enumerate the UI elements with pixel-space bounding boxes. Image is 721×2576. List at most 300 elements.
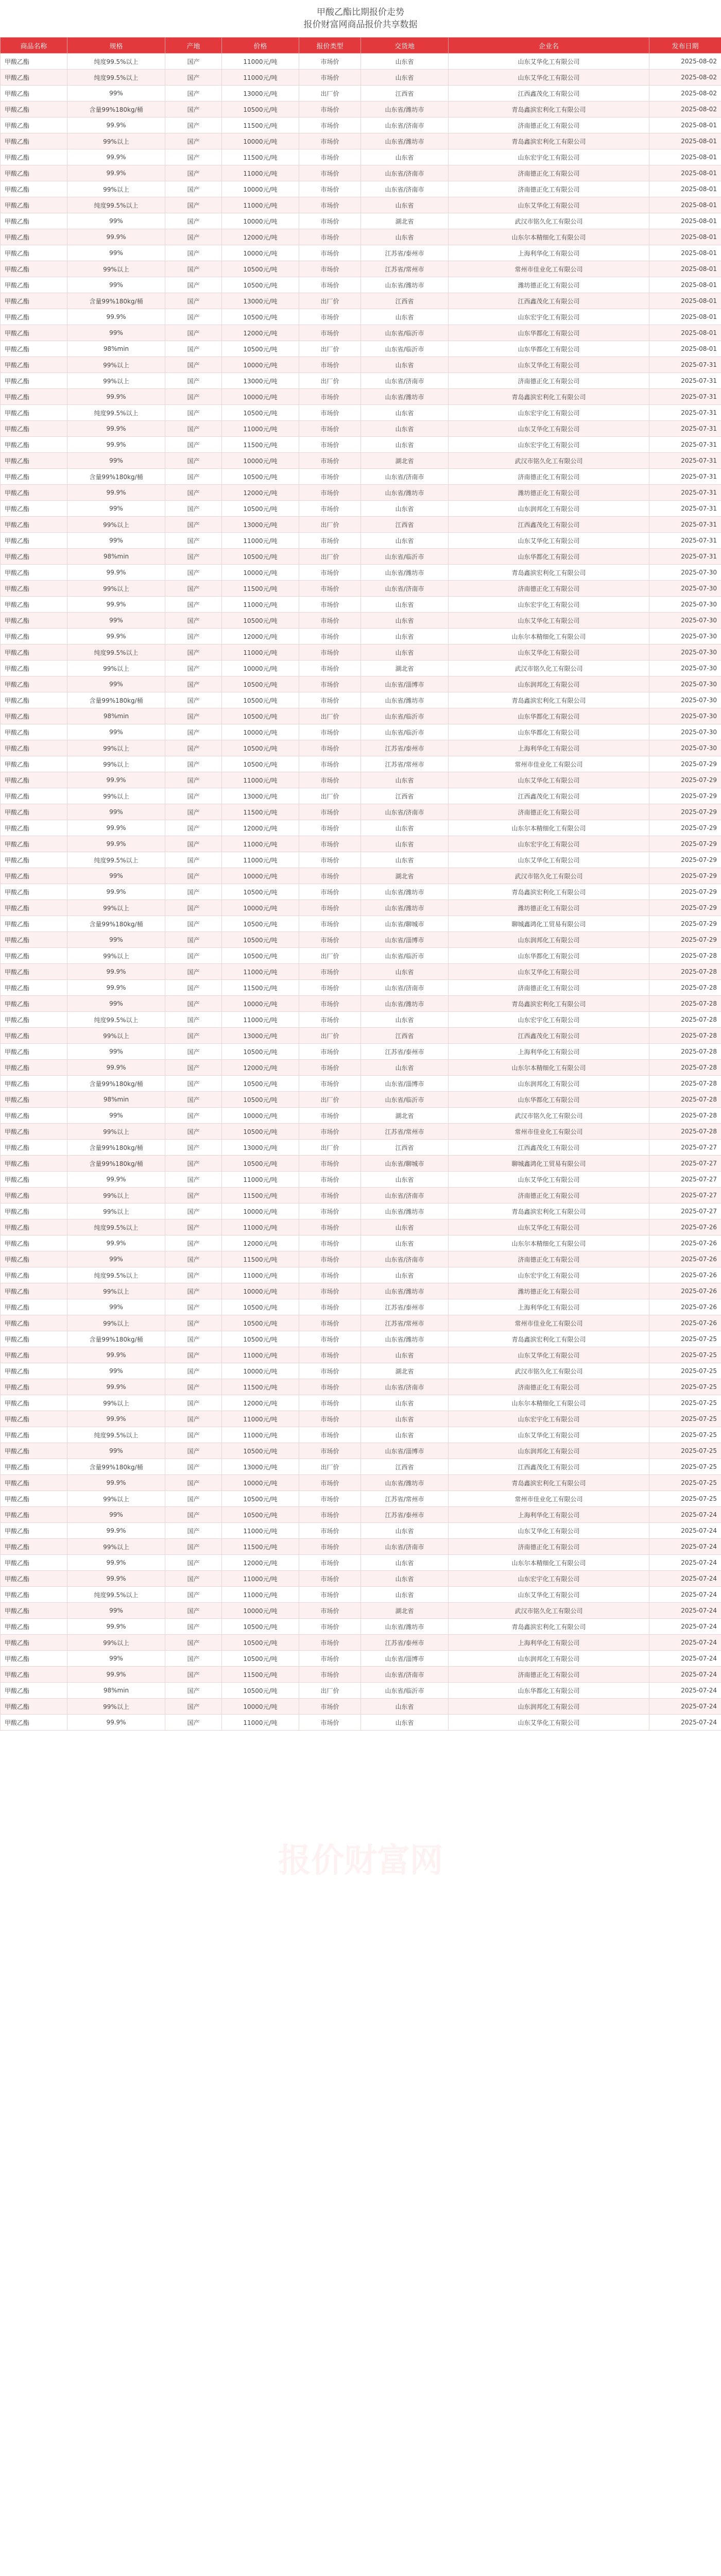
cell-origin: 国产 xyxy=(165,1603,222,1619)
table-row xyxy=(1,1156,721,1172)
cell-date: 2025-07-29 xyxy=(649,884,721,900)
cell-company: 江西鑫茂化工有限公司 xyxy=(449,517,649,533)
cell-company: 山东艾华化工有限公司 xyxy=(449,533,649,549)
cell-delivery: 山东省/淄博市 xyxy=(361,676,449,692)
cell-spec: 98%min xyxy=(67,1092,165,1108)
table-row xyxy=(1,1331,721,1347)
cell-spec: 98%min xyxy=(67,341,165,357)
cell-product: 甲酸乙酯 xyxy=(1,54,67,70)
cell-price: 13000元/吨 xyxy=(222,788,299,804)
table-row xyxy=(1,1012,721,1028)
cell-date: 2025-07-30 xyxy=(649,676,721,692)
cell-price-type: 市场价 xyxy=(299,1411,361,1427)
cell-date: 2025-07-28 xyxy=(649,948,721,964)
cell-spec: 98%min xyxy=(67,549,165,565)
cell-origin: 国产 xyxy=(165,868,222,884)
cell-origin: 国产 xyxy=(165,980,222,996)
cell-origin: 国产 xyxy=(165,1443,222,1459)
cell-product: 甲酸乙酯 xyxy=(1,932,67,948)
cell-product: 甲酸乙酯 xyxy=(1,820,67,836)
cell-spec: 99%以上 xyxy=(67,740,165,756)
cell-spec: 99% xyxy=(67,1299,165,1315)
cell-product: 甲酸乙酯 xyxy=(1,245,67,261)
cell-spec: 99% xyxy=(67,996,165,1012)
cell-date: 2025-07-31 xyxy=(649,405,721,421)
table-row xyxy=(1,86,721,101)
cell-date: 2025-07-30 xyxy=(649,740,721,756)
cell-price-type: 市场价 xyxy=(299,1603,361,1619)
cell-delivery: 山东省 xyxy=(361,1012,449,1028)
cell-product: 甲酸乙酯 xyxy=(1,405,67,421)
cell-price-type: 市场价 xyxy=(299,533,361,549)
table-row xyxy=(1,1060,721,1076)
cell-company: 山东华都化工有限公司 xyxy=(449,549,649,565)
cell-delivery: 江苏省/泰州市 xyxy=(361,740,449,756)
cell-spec: 99% xyxy=(67,932,165,948)
cell-origin: 国产 xyxy=(165,373,222,389)
cell-price-type: 市场价 xyxy=(299,1699,361,1715)
cell-date: 2025-07-24 xyxy=(649,1651,721,1667)
cell-product: 甲酸乙酯 xyxy=(1,1251,67,1267)
cell-delivery: 江苏省/泰州市 xyxy=(361,1299,449,1315)
cell-company: 山东宏宇化工有限公司 xyxy=(449,597,649,613)
cell-company: 济南德正化工有限公司 xyxy=(449,980,649,996)
cell-price: 11000元/吨 xyxy=(222,836,299,852)
cell-company: 上海利华化工有限公司 xyxy=(449,1507,649,1523)
cell-date: 2025-07-28 xyxy=(649,1028,721,1044)
cell-price-type: 市场价 xyxy=(299,900,361,916)
cell-date: 2025-07-24 xyxy=(649,1539,721,1555)
table-row xyxy=(1,1683,721,1699)
cell-price-type: 市场价 xyxy=(299,581,361,597)
cell-price-type: 市场价 xyxy=(299,1251,361,1267)
table-row xyxy=(1,1044,721,1060)
cell-delivery: 山东省 xyxy=(361,405,449,421)
cell-date: 2025-08-01 xyxy=(649,133,721,149)
cell-price-type: 出厂价 xyxy=(299,517,361,533)
cell-price: 11000元/吨 xyxy=(222,1267,299,1283)
cell-delivery: 山东省/潍坊市 xyxy=(361,277,449,293)
cell-date: 2025-07-31 xyxy=(649,485,721,501)
cell-product: 甲酸乙酯 xyxy=(1,1076,67,1092)
cell-spec: 99%以上 xyxy=(67,373,165,389)
cell-company: 山东艾华化工有限公司 xyxy=(449,1347,649,1363)
cell-company: 潍坊德正化工有限公司 xyxy=(449,900,649,916)
table-row xyxy=(1,1603,721,1619)
cell-price-type: 市场价 xyxy=(299,261,361,277)
cell-delivery: 山东省 xyxy=(361,437,449,453)
cell-price: 11000元/吨 xyxy=(222,533,299,549)
cell-origin: 国产 xyxy=(165,1395,222,1411)
cell-spec: 纯度99.5%以上 xyxy=(67,1427,165,1443)
cell-price: 11500元/吨 xyxy=(222,117,299,133)
cell-price-type: 出厂价 xyxy=(299,373,361,389)
cell-product: 甲酸乙酯 xyxy=(1,229,67,245)
cell-price: 10500元/吨 xyxy=(222,101,299,117)
cell-spec: 99.9% xyxy=(67,1235,165,1251)
cell-delivery: 山东省/济南市 xyxy=(361,469,449,485)
cell-origin: 国产 xyxy=(165,565,222,581)
table-row xyxy=(1,1651,721,1667)
cell-origin: 国产 xyxy=(165,756,222,772)
cell-origin: 国产 xyxy=(165,1651,222,1667)
cell-price: 10500元/吨 xyxy=(222,277,299,293)
cell-origin: 国产 xyxy=(165,1331,222,1347)
cell-date: 2025-07-31 xyxy=(649,421,721,437)
cell-price: 11500元/吨 xyxy=(222,980,299,996)
cell-price: 12000元/吨 xyxy=(222,1555,299,1571)
cell-product: 甲酸乙酯 xyxy=(1,341,67,357)
cell-spec: 99.9% xyxy=(67,820,165,836)
cell-origin: 国产 xyxy=(165,149,222,165)
cell-product: 甲酸乙酯 xyxy=(1,389,67,405)
cell-company: 济南德正化工有限公司 xyxy=(449,581,649,597)
cell-company: 山东艾华化工有限公司 xyxy=(449,964,649,980)
cell-price-type: 市场价 xyxy=(299,1044,361,1060)
cell-product: 甲酸乙酯 xyxy=(1,101,67,117)
cell-delivery: 山东省 xyxy=(361,197,449,213)
cell-price-type: 市场价 xyxy=(299,852,361,868)
header-origin: 产地 xyxy=(165,38,222,54)
table-row xyxy=(1,1539,721,1555)
cell-spec: 纯度99.5%以上 xyxy=(67,197,165,213)
cell-origin: 国产 xyxy=(165,117,222,133)
cell-price-type: 出厂价 xyxy=(299,1459,361,1475)
cell-price-type: 市场价 xyxy=(299,1363,361,1379)
header-spec: 规格 xyxy=(67,38,165,54)
cell-spec: 99%以上 xyxy=(67,133,165,149)
cell-delivery: 山东省/潍坊市 xyxy=(361,133,449,149)
cell-product: 甲酸乙酯 xyxy=(1,948,67,964)
table-row xyxy=(1,1587,721,1603)
cell-delivery: 山东省 xyxy=(361,1172,449,1188)
cell-delivery: 山东省 xyxy=(361,836,449,852)
cell-spec: 含量99%180kg/桶 xyxy=(67,1459,165,1475)
cell-product: 甲酸乙酯 xyxy=(1,213,67,229)
cell-date: 2025-07-24 xyxy=(649,1603,721,1619)
cell-price: 11000元/吨 xyxy=(222,1427,299,1443)
cell-date: 2025-07-29 xyxy=(649,852,721,868)
cell-origin: 国产 xyxy=(165,517,222,533)
table-header-row xyxy=(1,38,721,54)
cell-delivery: 山东省 xyxy=(361,1571,449,1587)
cell-date: 2025-07-24 xyxy=(649,1699,721,1715)
cell-price-type: 市场价 xyxy=(299,645,361,660)
cell-delivery: 江苏省/常州市 xyxy=(361,1124,449,1140)
cell-company: 江西鑫茂化工有限公司 xyxy=(449,86,649,101)
cell-origin: 国产 xyxy=(165,581,222,597)
cell-origin: 国产 xyxy=(165,1587,222,1603)
cell-spec: 99% xyxy=(67,1044,165,1060)
cell-product: 甲酸乙酯 xyxy=(1,1651,67,1667)
cell-price-type: 市场价 xyxy=(299,1156,361,1172)
cell-product: 甲酸乙酯 xyxy=(1,772,67,788)
cell-date: 2025-07-26 xyxy=(649,1283,721,1299)
cell-company: 山东润邦化工有限公司 xyxy=(449,1443,649,1459)
cell-price: 13000元/吨 xyxy=(222,1028,299,1044)
cell-company: 青岛鑫滨宏利化工有限公司 xyxy=(449,1331,649,1347)
cell-date: 2025-07-31 xyxy=(649,469,721,485)
cell-spec: 99%以上 xyxy=(67,261,165,277)
cell-origin: 国产 xyxy=(165,1124,222,1140)
cell-spec: 99% xyxy=(67,501,165,517)
table-row xyxy=(1,900,721,916)
cell-delivery: 山东省/济南市 xyxy=(361,117,449,133)
cell-date: 2025-07-31 xyxy=(649,501,721,517)
cell-delivery: 山东省 xyxy=(361,772,449,788)
cell-company: 山东尔本精细化工有限公司 xyxy=(449,820,649,836)
cell-delivery: 山东省/聊城市 xyxy=(361,1156,449,1172)
cell-date: 2025-07-30 xyxy=(649,724,721,740)
table-row xyxy=(1,357,721,373)
cell-product: 甲酸乙酯 xyxy=(1,181,67,197)
cell-price: 10500元/吨 xyxy=(222,1491,299,1507)
cell-company: 山东宏宇化工有限公司 xyxy=(449,437,649,453)
cell-company: 山东艾华化工有限公司 xyxy=(449,1219,649,1235)
table-row xyxy=(1,261,721,277)
cell-date: 2025-07-25 xyxy=(649,1427,721,1443)
table-row xyxy=(1,836,721,852)
cell-price-type: 市场价 xyxy=(299,197,361,213)
cell-origin: 国产 xyxy=(165,1475,222,1491)
cell-origin: 国产 xyxy=(165,261,222,277)
cell-origin: 国产 xyxy=(165,485,222,501)
cell-date: 2025-07-29 xyxy=(649,804,721,820)
cell-company: 山东宏宇化工有限公司 xyxy=(449,149,649,165)
cell-product: 甲酸乙酯 xyxy=(1,900,67,916)
cell-price-type: 市场价 xyxy=(299,1491,361,1507)
cell-company: 济南德正化工有限公司 xyxy=(449,469,649,485)
cell-date: 2025-07-29 xyxy=(649,916,721,932)
cell-product: 甲酸乙酯 xyxy=(1,565,67,581)
cell-date: 2025-07-28 xyxy=(649,980,721,996)
cell-company: 山东润邦化工有限公司 xyxy=(449,501,649,517)
cell-date: 2025-07-27 xyxy=(649,1172,721,1188)
cell-spec: 99.9% xyxy=(67,1715,165,1731)
cell-company: 青岛鑫滨宏利化工有限公司 xyxy=(449,133,649,149)
cell-price-type: 市场价 xyxy=(299,1124,361,1140)
cell-spec: 99.9% xyxy=(67,1060,165,1076)
table-row xyxy=(1,1267,721,1283)
cell-price-type: 出厂价 xyxy=(299,1092,361,1108)
cell-date: 2025-07-31 xyxy=(649,549,721,565)
cell-origin: 国产 xyxy=(165,629,222,645)
table-row xyxy=(1,1188,721,1204)
cell-origin: 国产 xyxy=(165,133,222,149)
cell-product: 甲酸乙酯 xyxy=(1,692,67,708)
cell-date: 2025-07-31 xyxy=(649,373,721,389)
cell-price: 10000元/吨 xyxy=(222,1363,299,1379)
header-delivery: 交货地 xyxy=(361,38,449,54)
cell-price: 11000元/吨 xyxy=(222,852,299,868)
cell-price-type: 市场价 xyxy=(299,1299,361,1315)
cell-product: 甲酸乙酯 xyxy=(1,1491,67,1507)
cell-company: 山东艾华化工有限公司 xyxy=(449,421,649,437)
cell-spec: 99.9% xyxy=(67,565,165,581)
cell-price: 11500元/吨 xyxy=(222,1188,299,1204)
cell-delivery: 山东省/潍坊市 xyxy=(361,884,449,900)
cell-origin: 国产 xyxy=(165,1188,222,1204)
cell-price: 11000元/吨 xyxy=(222,1523,299,1539)
cell-company: 山东艾华化工有限公司 xyxy=(449,1587,649,1603)
cell-date: 2025-07-24 xyxy=(649,1507,721,1523)
cell-price-type: 出厂价 xyxy=(299,708,361,724)
cell-spec: 99%以上 xyxy=(67,788,165,804)
cell-delivery: 山东省/济南市 xyxy=(361,373,449,389)
cell-price-type: 市场价 xyxy=(299,804,361,820)
cell-product: 甲酸乙酯 xyxy=(1,309,67,325)
table-row xyxy=(1,565,721,581)
cell-date: 2025-07-27 xyxy=(649,1156,721,1172)
cell-delivery: 山东省/济南市 xyxy=(361,1379,449,1395)
cell-delivery: 山东省 xyxy=(361,421,449,437)
table-row xyxy=(1,1108,721,1124)
cell-product: 甲酸乙酯 xyxy=(1,581,67,597)
table-row xyxy=(1,549,721,565)
cell-price: 10000元/吨 xyxy=(222,1699,299,1715)
table-row xyxy=(1,1092,721,1108)
cell-spec: 含量99%180kg/桶 xyxy=(67,1076,165,1092)
cell-spec: 99.9% xyxy=(67,1523,165,1539)
cell-price-type: 出厂价 xyxy=(299,86,361,101)
cell-origin: 国产 xyxy=(165,900,222,916)
cell-date: 2025-07-30 xyxy=(649,645,721,660)
cell-company: 青岛鑫滨宏利化工有限公司 xyxy=(449,1475,649,1491)
cell-company: 山东尔本精细化工有限公司 xyxy=(449,1395,649,1411)
cell-spec: 纯度99.5%以上 xyxy=(67,405,165,421)
cell-spec: 99.9% xyxy=(67,1172,165,1188)
cell-date: 2025-08-01 xyxy=(649,117,721,133)
cell-company: 山东宏宇化工有限公司 xyxy=(449,309,649,325)
table-row xyxy=(1,884,721,900)
cell-delivery: 江西省 xyxy=(361,293,449,309)
cell-product: 甲酸乙酯 xyxy=(1,1204,67,1219)
cell-origin: 国产 xyxy=(165,1667,222,1683)
cell-company: 山东艾华化工有限公司 xyxy=(449,70,649,86)
cell-price: 10500元/吨 xyxy=(222,692,299,708)
cell-origin: 国产 xyxy=(165,613,222,629)
page-title: 甲酸乙酯比期报价走势 xyxy=(317,7,404,18)
cell-date: 2025-07-24 xyxy=(649,1683,721,1699)
cell-price: 10500元/吨 xyxy=(222,1299,299,1315)
cell-price: 10500元/吨 xyxy=(222,1635,299,1651)
table-row xyxy=(1,820,721,836)
cell-price-type: 市场价 xyxy=(299,1204,361,1219)
table-row xyxy=(1,629,721,645)
cell-date: 2025-07-31 xyxy=(649,357,721,373)
cell-price-type: 市场价 xyxy=(299,565,361,581)
cell-price: 12000元/吨 xyxy=(222,229,299,245)
cell-company: 江西鑫茂化工有限公司 xyxy=(449,293,649,309)
cell-price: 11000元/吨 xyxy=(222,1172,299,1188)
cell-spec: 99% xyxy=(67,245,165,261)
cell-origin: 国产 xyxy=(165,54,222,70)
cell-price: 11500元/吨 xyxy=(222,1667,299,1683)
cell-origin: 国产 xyxy=(165,357,222,373)
table-row xyxy=(1,533,721,549)
cell-product: 甲酸乙酯 xyxy=(1,1667,67,1683)
cell-company: 山东润邦化工有限公司 xyxy=(449,1076,649,1092)
cell-date: 2025-07-29 xyxy=(649,772,721,788)
cell-delivery: 山东省 xyxy=(361,1411,449,1427)
cell-company: 潍坊德正化工有限公司 xyxy=(449,277,649,293)
cell-origin: 国产 xyxy=(165,437,222,453)
cell-price: 10500元/吨 xyxy=(222,469,299,485)
cell-company: 山东华都化工有限公司 xyxy=(449,708,649,724)
cell-delivery: 山东省/临沂市 xyxy=(361,724,449,740)
cell-spec: 纯度99.5%以上 xyxy=(67,70,165,86)
table-row xyxy=(1,1395,721,1411)
cell-price-type: 市场价 xyxy=(299,613,361,629)
cell-date: 2025-07-31 xyxy=(649,517,721,533)
cell-price: 10500元/吨 xyxy=(222,948,299,964)
cell-price-type: 市场价 xyxy=(299,245,361,261)
cell-origin: 国产 xyxy=(165,1251,222,1267)
cell-product: 甲酸乙酯 xyxy=(1,1619,67,1635)
cell-company: 常州市佳业化工有限公司 xyxy=(449,756,649,772)
table-row xyxy=(1,1379,721,1395)
cell-date: 2025-07-25 xyxy=(649,1363,721,1379)
cell-delivery: 江苏省/泰州市 xyxy=(361,1044,449,1060)
table-row xyxy=(1,405,721,421)
cell-company: 武汉市铭久化工有限公司 xyxy=(449,868,649,884)
cell-origin: 国产 xyxy=(165,916,222,932)
cell-product: 甲酸乙酯 xyxy=(1,597,67,613)
cell-company: 青岛鑫滨宏利化工有限公司 xyxy=(449,1204,649,1219)
cell-spec: 99% xyxy=(67,533,165,549)
cell-price: 13000元/吨 xyxy=(222,293,299,309)
table-row xyxy=(1,469,721,485)
cell-price-type: 市场价 xyxy=(299,597,361,613)
cell-price-type: 市场价 xyxy=(299,1188,361,1204)
cell-company: 常州市佳业化工有限公司 xyxy=(449,1491,649,1507)
cell-date: 2025-07-26 xyxy=(649,1315,721,1331)
cell-spec: 99.9% xyxy=(67,389,165,405)
table-row xyxy=(1,453,721,469)
cell-delivery: 山东省 xyxy=(361,501,449,517)
cell-spec: 含量99%180kg/桶 xyxy=(67,916,165,932)
table-row xyxy=(1,437,721,453)
cell-price-type: 市场价 xyxy=(299,660,361,676)
table-row xyxy=(1,1667,721,1683)
cell-price-type: 市场价 xyxy=(299,1395,361,1411)
table-row xyxy=(1,660,721,676)
cell-date: 2025-07-24 xyxy=(649,1715,721,1731)
cell-product: 甲酸乙酯 xyxy=(1,501,67,517)
cell-price-type: 市场价 xyxy=(299,868,361,884)
cell-origin: 国产 xyxy=(165,1683,222,1699)
cell-delivery: 江苏省/常州市 xyxy=(361,1315,449,1331)
cell-spec: 99.9% xyxy=(67,229,165,245)
cell-company: 山东尔本精细化工有限公司 xyxy=(449,1235,649,1251)
cell-date: 2025-07-31 xyxy=(649,453,721,469)
cell-price: 11000元/吨 xyxy=(222,197,299,213)
cell-product: 甲酸乙酯 xyxy=(1,740,67,756)
cell-price: 11000元/吨 xyxy=(222,70,299,86)
cell-product: 甲酸乙酯 xyxy=(1,1635,67,1651)
cell-price-type: 市场价 xyxy=(299,1012,361,1028)
cell-price: 11000元/吨 xyxy=(222,1587,299,1603)
cell-price-type: 市场价 xyxy=(299,1475,361,1491)
cell-company: 济南德正化工有限公司 xyxy=(449,373,649,389)
cell-delivery: 山东省 xyxy=(361,309,449,325)
cell-origin: 国产 xyxy=(165,1299,222,1315)
cell-price: 10500元/吨 xyxy=(222,1076,299,1092)
cell-company: 山东艾华化工有限公司 xyxy=(449,1715,649,1731)
cell-price: 12000元/吨 xyxy=(222,629,299,645)
cell-origin: 国产 xyxy=(165,772,222,788)
cell-price-type: 市场价 xyxy=(299,836,361,852)
